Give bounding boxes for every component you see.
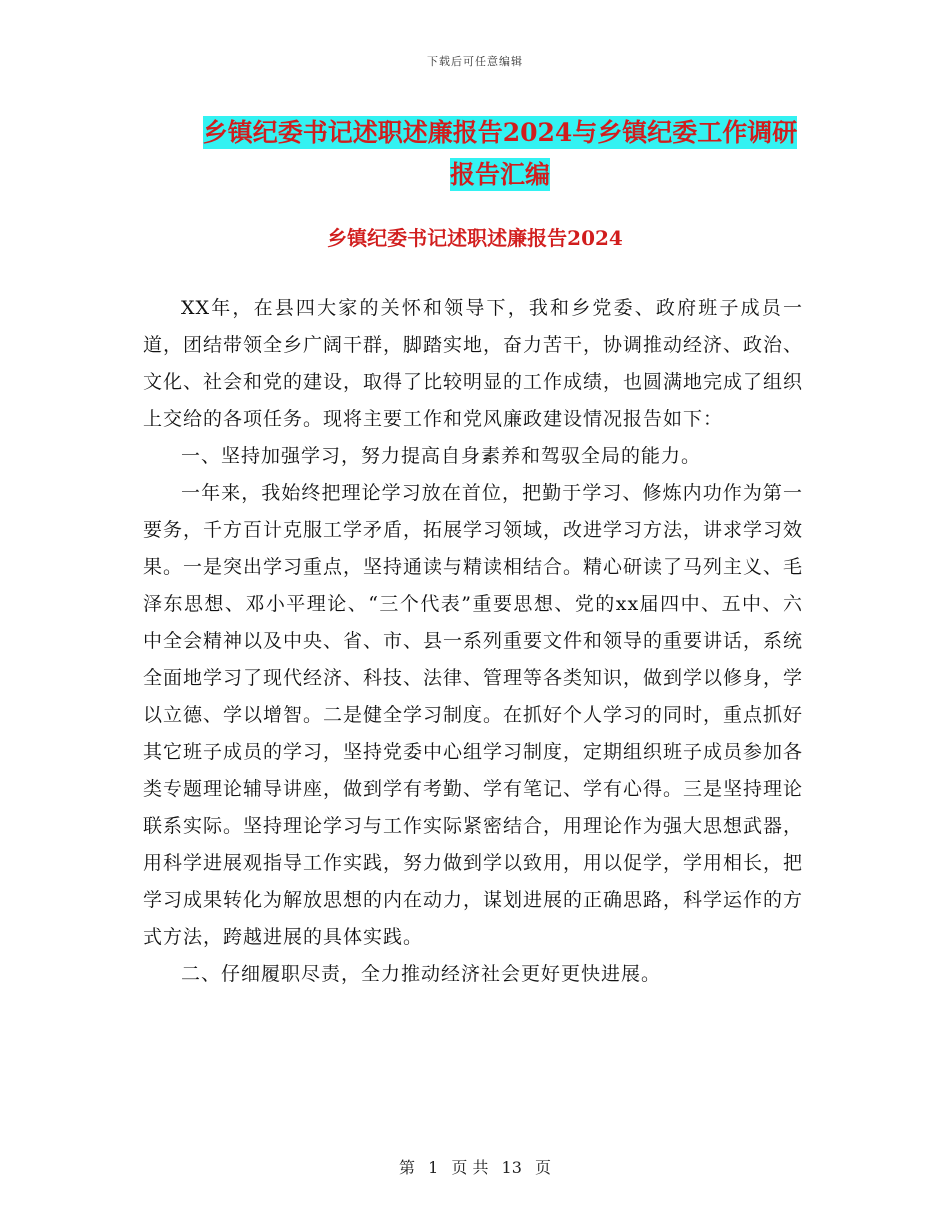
footer-prefix: 第 [398, 1158, 415, 1177]
footer-suffix: 页 [535, 1158, 552, 1177]
total-pages: 13 [501, 1158, 522, 1177]
paragraph: XX年，在县四大家的关怀和领导下，我和乡党委、政府班子成员一道，团结带领全乡广阔干群，脚踏实地，奋力苦干，协调推动经济、政治、文化、社会和党的建设，取得了比较明显的工作成绩，也圆满地完成了组织上交给的各项任务。现将主要工作和党风廉政建设情况报告如下： [143, 297, 804, 430]
page-header: 下载后可任意编辑 [427, 55, 523, 68]
document-title [140, 112, 860, 196]
footer-mid: 页 共 [451, 1158, 489, 1177]
title-line-2: 报告汇编 [449, 160, 550, 189]
page-number: 1 [428, 1158, 439, 1177]
paragraph: 二、仔细履职尽责，全力推动经济社会更好更快进展。 [181, 963, 662, 985]
paragraph: 一年来，我始终把理论学习放在首位，把勤于学习、修炼内功作为第一要务，千方百计克服工学矛盾，拓展学习领域，改进学习方法，讲求学习效果。一是突出学习重点，坚持通读与精读相结合。精心研读了马列主义、毛泽东思想、邓小平理论、“三个代表”重要思想、党的xx届四中、五中、六中全会精神以及中央、省、市、县一系列重要文件和领导的重要讲话，系统全面地学习了现代经济、科技、法律、管理等各类知识，做到学以修身，学以立德、学以增智。二是健全学习制度。在抓好个人学习的同时，重点抓好其它班子成员的学习，坚持党委中心组学习制度，定期组织班子成员参加各类专题理论辅导讲座，做到学有考勤、学有笔记、学有心得。三是坚持理论联系实际。坚持理论学习与工作实际紧密结合，用理论作为强大思想武器，用科学进展观指导工作实践，努力做到学以致用，用以促学，学用相长，把学习成果转化为解放思想的内在动力，谋划进展的正确思路，科学运作的方式方法，跨越进展的具体实践。 [143, 482, 804, 948]
section-title: 乡镇纪委书记述职述廉报告2024 [327, 226, 623, 250]
paragraph: 一、坚持加强学习，努力提高自身素养和驾驭全局的能力。 [181, 445, 702, 467]
title-line-1: 乡镇纪委书记述职述廉报告2024与乡镇纪委工作调研 [202, 118, 798, 147]
document-body [143, 290, 803, 993]
page-footer [0, 1155, 950, 1178]
